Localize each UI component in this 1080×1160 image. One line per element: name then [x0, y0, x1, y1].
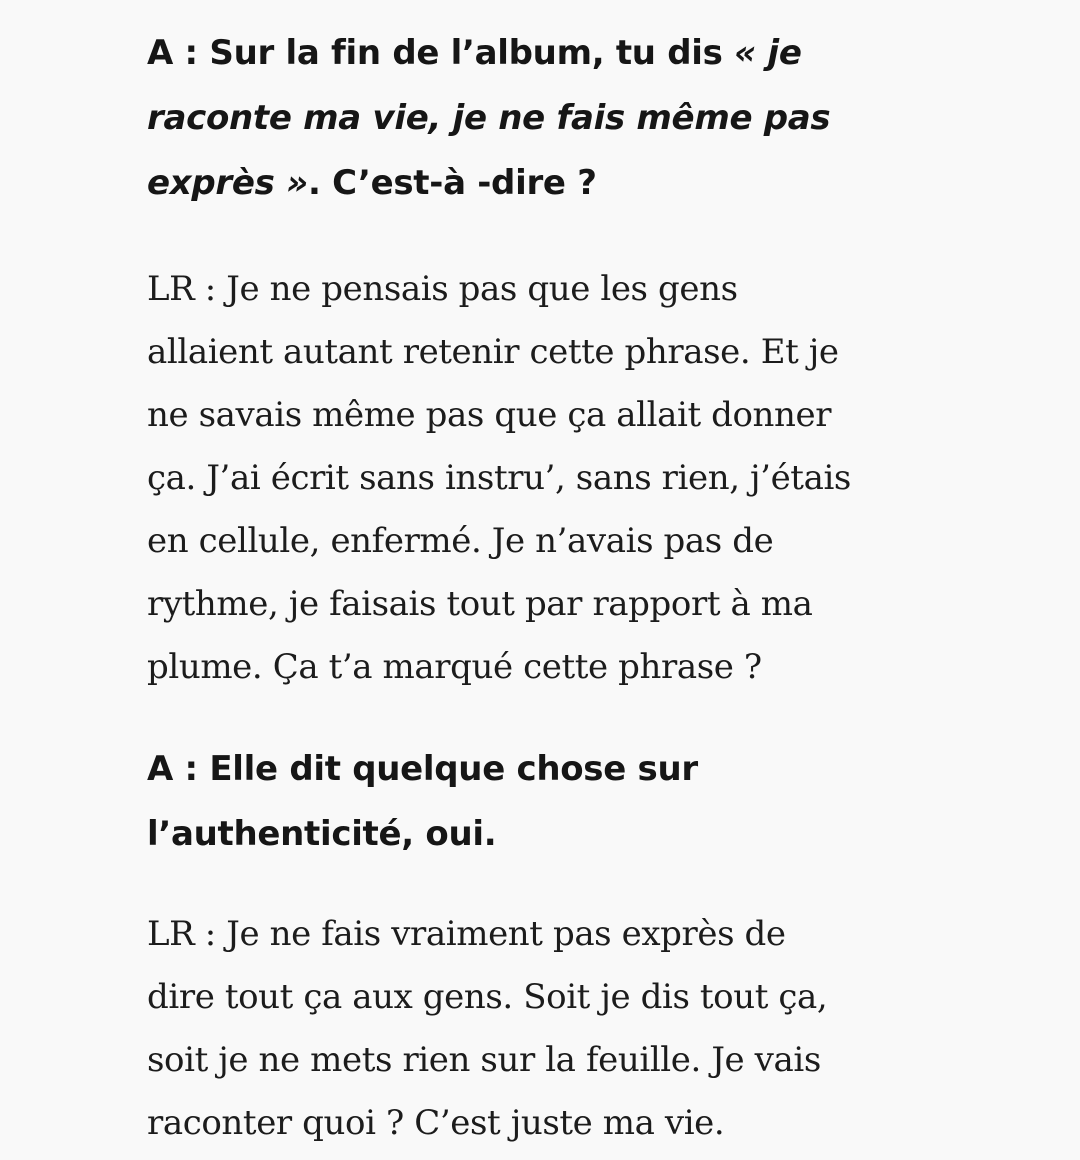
interview-question-1: [147, 21, 937, 216]
answer-line: ça. J’ai écrit sans instru’, sans rien, j’étais: [147, 458, 851, 498]
question-line: l’authenticité, oui.: [147, 814, 497, 854]
question-1-line-3: [147, 151, 937, 216]
answer-line: soit je ne mets rien sur la feuille. Je vais: [147, 1040, 821, 1080]
answer-line: raconter quoi ? C’est juste ma vie.: [147, 1103, 725, 1143]
answer-line: rythme, je faisais tout par rapport à ma: [147, 584, 813, 624]
question-text: Sur la fin de l’album, tu dis: [209, 33, 735, 73]
answer-line: allaient autant retenir cette phrase. Et je: [147, 332, 839, 372]
quoted-lyric: exprès »: [147, 163, 308, 203]
answer-line: LR : Je ne pensais pas que les gens: [147, 269, 738, 309]
interview-answer-1: [147, 258, 937, 699]
answer-line: dire tout ça aux gens. Soit je dis tout ça,: [147, 977, 828, 1017]
speaker-label: A :: [147, 33, 198, 73]
interview-answer-2: [147, 903, 937, 1155]
answer-line: plume. Ça t’a marqué cette phrase ?: [147, 647, 762, 687]
question-line: A : Elle dit quelque chose sur: [147, 749, 698, 789]
answer-line: ne savais même pas que ça allait donner: [147, 395, 832, 435]
quoted-lyric: raconte ma vie, je ne fais même pas: [147, 98, 831, 138]
quoted-lyric: « je: [734, 33, 802, 73]
answer-line: en cellule, enfermé. Je n’avais pas de: [147, 521, 774, 561]
interview-question-2: [147, 737, 937, 867]
answer-line: LR : Je ne fais vraiment pas exprès de: [147, 914, 786, 954]
question-text: . C’est-à -dire ?: [307, 163, 597, 203]
question-1-line-1: [147, 21, 937, 86]
question-1-line-2: [147, 86, 937, 151]
